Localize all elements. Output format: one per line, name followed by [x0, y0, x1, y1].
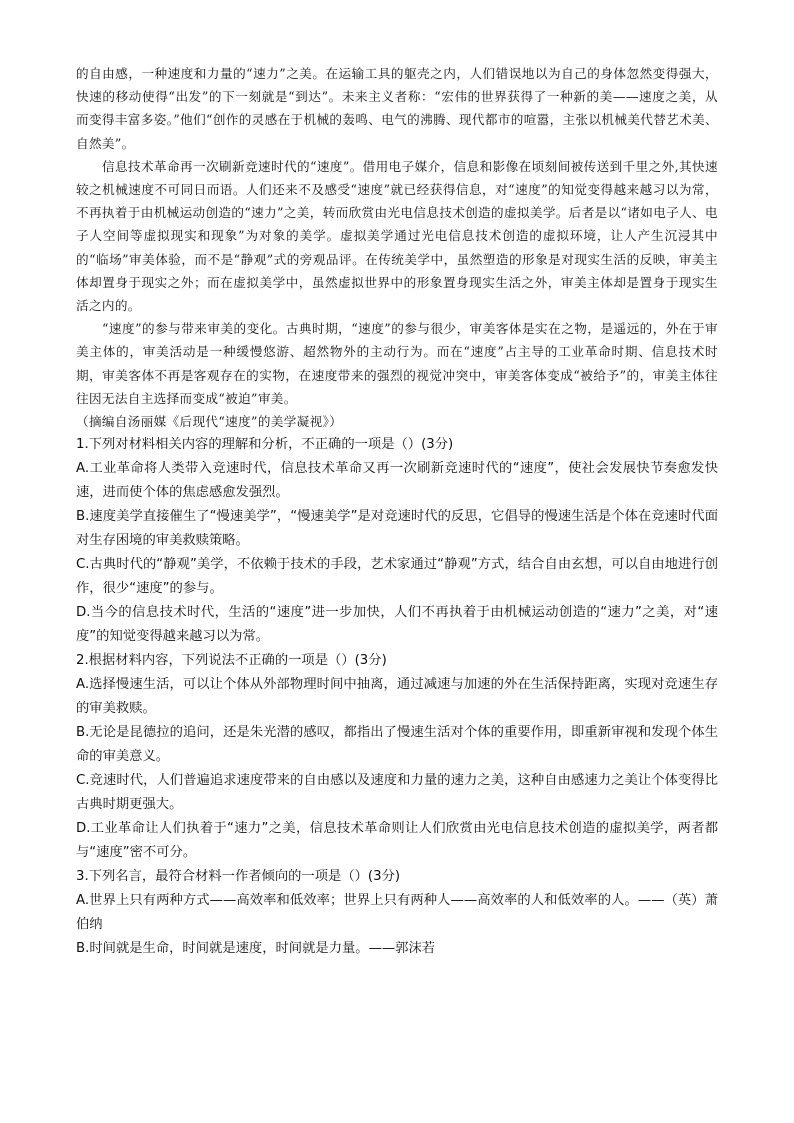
option-b: B.无论是昆德拉的追问，还是朱光潜的感叹，都指出了慢速生活对个体的重要作用，即重新审视和发现个体生命的审美意义。 [76, 725, 718, 765]
option-a: A.工业革命将人类带入竞速时代，信息技术革命又再一次刷新竞速时代的“速度”，使社会发展快节奏愈发快速，进而使个体的焦虑感愈发强烈。 [76, 461, 718, 501]
question-stem: 2.根据材料内容，下列说法不正确的一项是（）(3分) [76, 653, 387, 669]
passage-paragraph-1: 的自由感，一种速度和力量的“速力”之美。在运输工具的躯壳之内，人们错误地以为自己的身体忽然变得强大，快速的移动使得“出发”的下一刻就是“到达”。未来主义者称：“宏伟的世界获得了一种新的美——速度之美，从而变得丰富多姿。”他们“创作的灵感在于机械的轰鸣、电气的沸腾、现代都市的喧嚣，主张以机械美代替艺术美、自然美”。 [76, 66, 718, 151]
option-b: B.速度美学直接催生了“慢速美学”，“慢速美学”是对竞速时代的反思，它倡导的慢速生活是个体在竞速时代面对生存困境的审美救赎策略。 [76, 509, 718, 549]
passage-paragraph-2: 信息技术革命再一次刷新竞速时代的“速度”。借用电子媒介，信息和影像在顷刻间被传送到千里之外,其快速较之机械速度不可同日而语。人们还来不及感受“速度”就已经获得信息，对“速度”的知觉变得越来越习以为常，不再执着于由机械运动创造的“速力”之美，转而欣赏由光电信息技术创造的虚拟美学。后者是以“诸如电子人、电子人空间等虚拟现实和现象”为对象的美学。虚拟美学通过光电信息技术创造的虚拟环境，让人产生沉浸其中的“临场”审美体验，而不是“静观”式的旁观品评。在传统美学中，虽然塑造的形象是对现实生活的反映，审美主体却置身于现实之外；而在虚拟美学中，虽然虚拟世界中的形象置身现实生活之外，审美主体却是置身于现实生活之内的。 [76, 158, 718, 314]
question-list [76, 433, 718, 961]
question-3 [76, 865, 718, 961]
reading-passage [76, 62, 718, 433]
option-a: A.世界上只有两种方式——高效率和低效率；世界上只有两种人——高效率的人和低效率的人。——（英）萧伯纳 [76, 893, 718, 933]
option-c: C.古典时代的“静观”美学，不依赖于技术的手段，艺术家通过“静观”方式，结合自由玄想，可以自由地进行创作，很少“速度”的参与。 [76, 557, 718, 597]
option-d: D.当今的信息技术时代，生活的“速度”进一步加快，人们不再执着于由机械运动创造的“速力”之美，对“速度”的知觉变得越来越习以为常。 [76, 605, 718, 645]
question-1 [76, 433, 718, 649]
passage-source: （摘编自汤丽媒《后现代“速度”的美学凝视》） [76, 414, 343, 430]
passage-paragraph-3: “速度”的参与带来审美的变化。古典时期，“速度”的参与很少，审美客体是实在之物，是遥远的，外在于审美主体的，审美活动是一种缓慢悠游、超然物外的主动行为。而在“速度”占主导的工业革命时期、信息技术时期，审美客体不再是客观存在的实物，在速度带来的强烈的视觉冲突中，审美客体变成“被给予”的，审美主体往往因无法自主选择而变成“被迫”审美。 [76, 321, 718, 406]
question-stem: 3.下列名言，最符合材料一作者倾向的一项是（）(3分) [76, 869, 401, 885]
option-a: A.选择慢速生活，可以让个体从外部物理时间中抽离，通过减速与加速的外在生活保持距离，实现对竞速生存的审美救赎。 [76, 677, 718, 717]
option-d: D.工业革命让人们执着于“速力”之美，信息技术革命则让人们欣赏由光电信息技术创造的虚拟美学，两者都与“速度”密不可分。 [76, 821, 718, 861]
option-b: B.时间就是生命，时间就是速度，时间就是力量。——郭沫若 [76, 941, 436, 957]
option-c: C.竞速时代，人们普遍追求速度带来的自由感以及速度和力量的速力之美，这种自由感速力之美让个体变得比古典时期更强大。 [76, 773, 718, 813]
question-2 [76, 649, 718, 865]
question-stem: 1.下列对材料相关内容的理解和分析，不正确的一项是（）(3分) [76, 437, 454, 453]
